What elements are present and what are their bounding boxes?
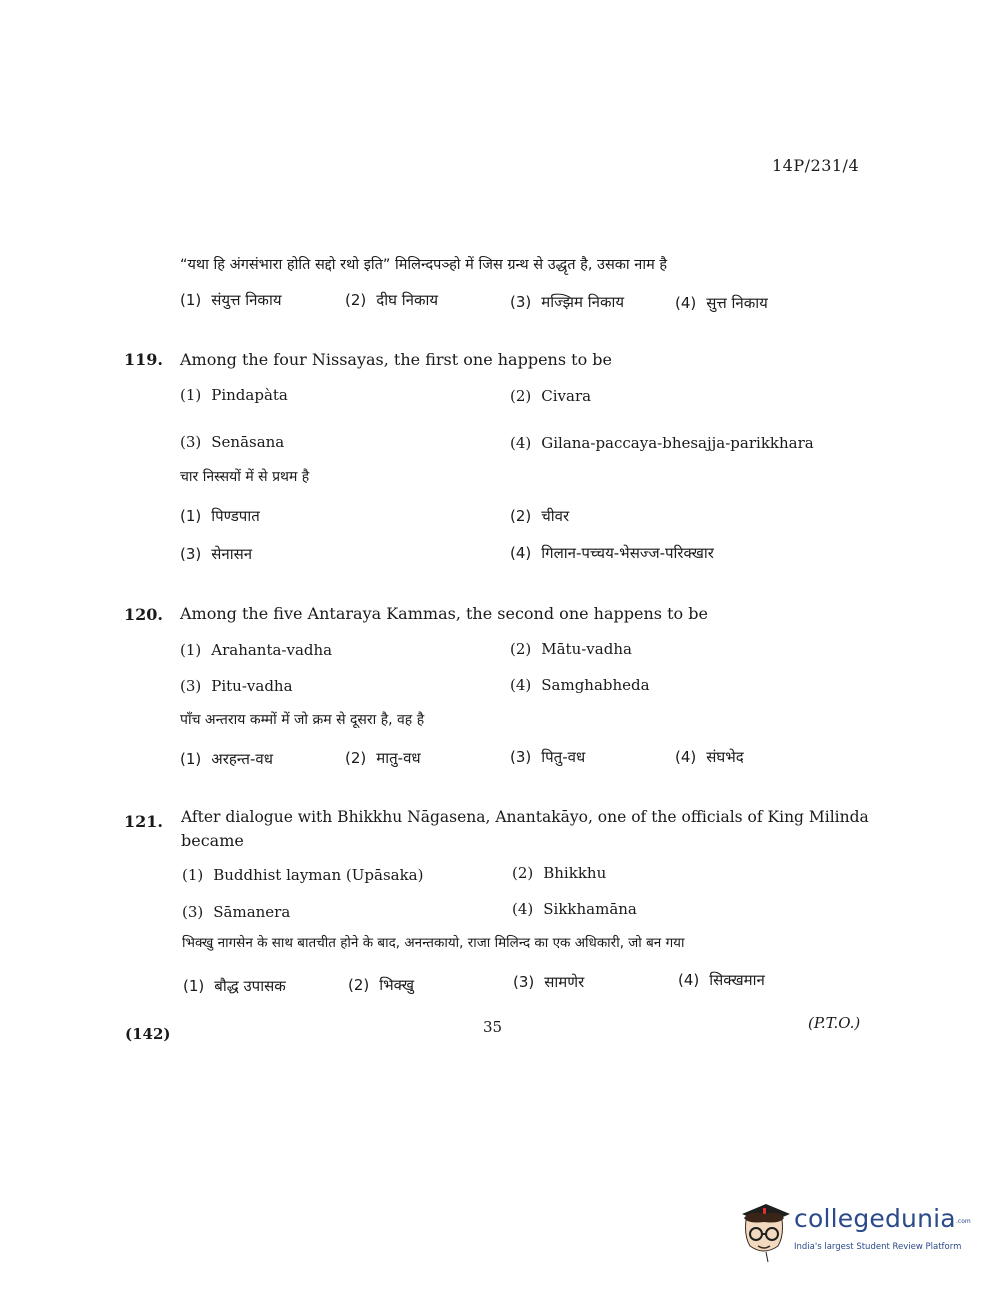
q120-hindi-option-3: (3) पितु-वध xyxy=(510,748,586,766)
q120-question-text: Among the five Antaraya Kammas, the second one happens to be xyxy=(180,604,708,623)
q121-hindi-option-4: (4) सिक्खमान xyxy=(678,971,765,989)
q120-hindi-option-1: (1) अरहन्त-वध xyxy=(180,750,273,768)
q118-hindi-text: “यथा हि अंगसंभारा होति सद्दो रथो इति” मिलिन्दपञ्हो में जिस ग्रन्थ से उद्धृत है, उसका नाम है xyxy=(180,257,668,273)
q119-hindi-option-1: (1) पिण्डपात xyxy=(180,507,260,525)
collegedunia-watermark xyxy=(736,1196,971,1266)
q121-option-2: (2) Bhikkhu xyxy=(512,864,607,882)
q121-question-text-line2: became xyxy=(181,831,244,850)
q120-hindi-text: पाँच अन्तराय कम्मों में जो क्रम से दूसरा है, वह है xyxy=(180,712,425,728)
q120-option-3: (3) Pitu-vadha xyxy=(180,677,293,695)
q119-option-3: (3) Senāsana xyxy=(180,433,285,451)
watermark-brand: collegedunia xyxy=(794,1204,956,1233)
page-number: 35 xyxy=(483,1018,503,1036)
q119-option-4: (4) Gilana-paccaya-bhesajja-parikkhara xyxy=(510,434,814,452)
q119-option-1: (1) Pindapàta xyxy=(180,386,288,404)
q119-hindi-option-2: (2) चीवर xyxy=(510,507,570,525)
watermark-com: .com xyxy=(956,1218,971,1225)
q121-option-1: (1) Buddhist layman (Upāsaka) xyxy=(182,866,424,884)
paper-code: 14P/231/4 xyxy=(772,156,860,175)
q121-option-4: (4) Sikkhamāna xyxy=(512,900,637,918)
q121-hindi-option-2: (2) भिक्खु xyxy=(348,976,415,994)
q120-option-2: (2) Mātu-vadha xyxy=(510,640,632,658)
q118-hindi-option-4: (4) सुत्त निकाय xyxy=(675,294,768,312)
footer-code: (142) xyxy=(125,1025,171,1043)
mascot-graduation-cap-icon xyxy=(736,1196,792,1262)
q121-number: 121. xyxy=(124,812,163,831)
q119-hindi-text: चार निस्सयों में से प्रथम है xyxy=(180,469,310,485)
pto-label: (P.T.O.) xyxy=(808,1014,861,1032)
q121-question-text-line1: After dialogue with Bhikkhu Nāgasena, Anantakāyo, one of the officials of King Milinda xyxy=(181,808,869,826)
q119-hindi-option-4: (4) गिलान-पच्चय-भेसज्ज-परिक्खार xyxy=(510,544,714,562)
watermark-tagline: India's largest Student Review Platform xyxy=(794,1242,962,1252)
q118-hindi-option-2: (2) दीघ निकाय xyxy=(345,291,439,309)
q119-hindi-option-3: (3) सेनासन xyxy=(180,545,253,563)
q120-option-1: (1) Arahanta-vadha xyxy=(180,641,333,659)
q120-hindi-option-4: (4) संघभेद xyxy=(675,748,744,766)
q119-option-2: (2) Civara xyxy=(510,387,592,405)
q121-hindi-option-3: (3) सामणेर xyxy=(513,973,585,991)
q121-hindi-text: भिक्खु नागसेन के साथ बातचीत होने के बाद, अनन्तकायो, राजा मिलिन्द का एक अधिकारी, जो बन गया xyxy=(182,935,685,951)
q119-number: 119. xyxy=(124,350,163,369)
q121-option-3: (3) Sāmanera xyxy=(182,903,291,921)
q120-number: 120. xyxy=(124,605,163,624)
q118-hindi-option-3: (3) मज्झिम निकाय xyxy=(510,293,625,311)
q120-hindi-option-2: (2) मातु-वध xyxy=(345,749,421,767)
q119-question-text: Among the four Nissayas, the first one happens to be xyxy=(180,350,612,369)
q118-hindi-option-1: (1) संयुत्त निकाय xyxy=(180,291,282,309)
q120-option-4: (4) Samghabheda xyxy=(510,676,650,694)
q121-hindi-option-1: (1) बौद्ध उपासक xyxy=(183,977,286,995)
